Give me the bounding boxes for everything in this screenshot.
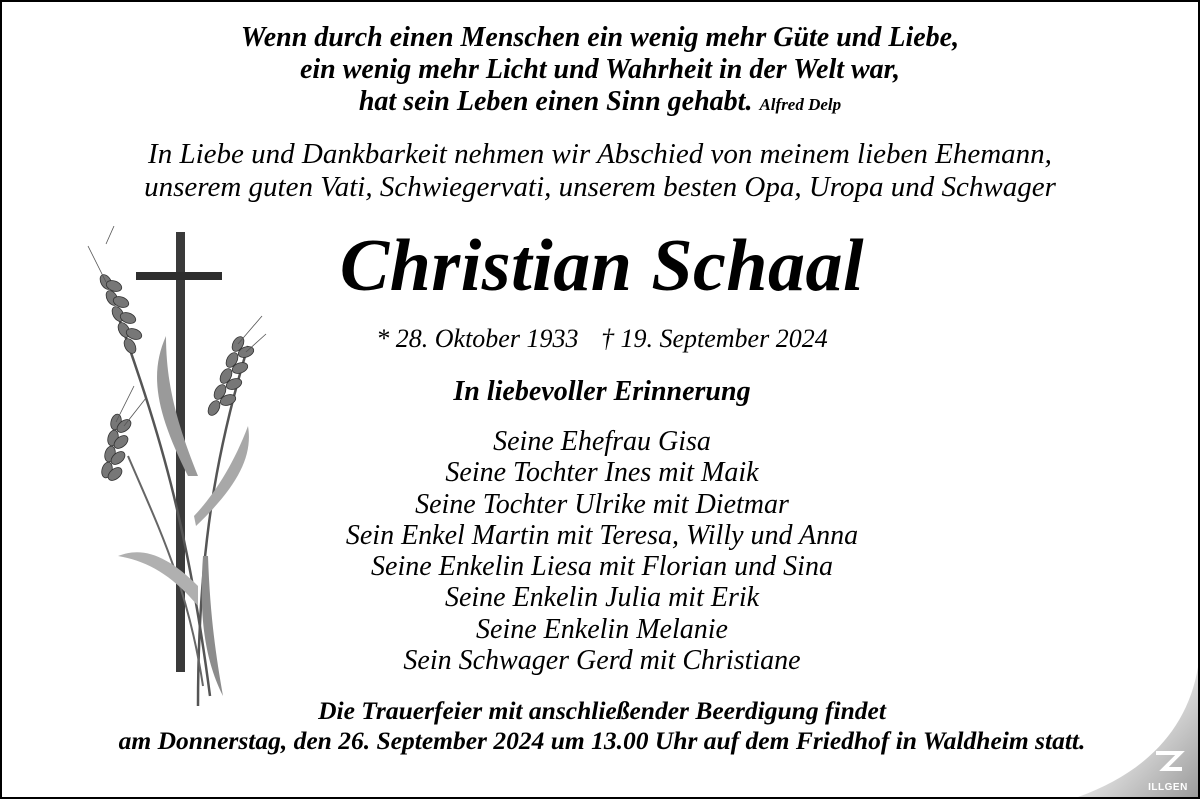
birth-date: * 28. Oktober 1933 xyxy=(376,324,579,353)
quote-line xyxy=(2,86,1198,121)
deceased-name: Christian Schaal xyxy=(339,225,865,307)
logo-mark-icon xyxy=(1146,747,1190,777)
family-list xyxy=(242,426,962,676)
family-member: Seine Enkelin Julia mit Erik xyxy=(444,582,760,614)
cross-with-wheat-icon xyxy=(48,226,268,726)
family-member: Sein Schwager Gerd mit Christiane xyxy=(403,645,801,677)
life-dates xyxy=(242,323,962,355)
memory-heading: In liebevoller Erinnerung xyxy=(453,376,751,407)
intro-line: unserem guten Vati, Schwiegervati, unserem besten Opa, Uropa und Schwager xyxy=(144,171,1056,203)
family-member: Seine Enkelin Melanie xyxy=(476,613,728,645)
quote xyxy=(2,22,1198,121)
quote-author: Alfred Delp xyxy=(759,95,842,114)
funeral-line: Die Trauerfeier mit anschließender Beerdigung findet xyxy=(318,696,886,725)
family-member: Seine Ehefrau Gisa xyxy=(493,426,711,457)
death-date: † 19. September 2024 xyxy=(600,324,828,353)
family-member: Seine Enkelin Liesa mit Florian und Sina xyxy=(371,551,833,583)
family-member: Seine Tochter Ulrike mit Dietmar xyxy=(415,488,789,520)
funeral-notice xyxy=(2,696,1200,756)
funeral-line: am Donnerstag, den 26. September 2024 um 13.00 Uhr auf dem Friedhof in Waldheim statt. xyxy=(118,726,1086,755)
illgen-logo-icon xyxy=(1146,747,1190,793)
family-member: Seine Tochter Ines mit Maik xyxy=(445,457,759,489)
intro-line: In Liebe und Dankbarkeit nehmen wir Abschied von meinem lieben Ehemann, xyxy=(148,138,1052,170)
family-member: Sein Enkel Martin mit Teresa, Willy und Anna xyxy=(345,519,859,551)
logo-text: ILLGEN xyxy=(1148,782,1188,793)
intro-text xyxy=(2,138,1198,204)
quote-line: ein wenig mehr Licht und Wahrheit in der Welt war, xyxy=(299,54,901,85)
quote-line-text: hat sein Leben einen Sinn gehabt. xyxy=(358,86,753,117)
quote-line: Wenn durch einen Menschen ein wenig mehr Güte und Liebe, xyxy=(240,22,960,53)
